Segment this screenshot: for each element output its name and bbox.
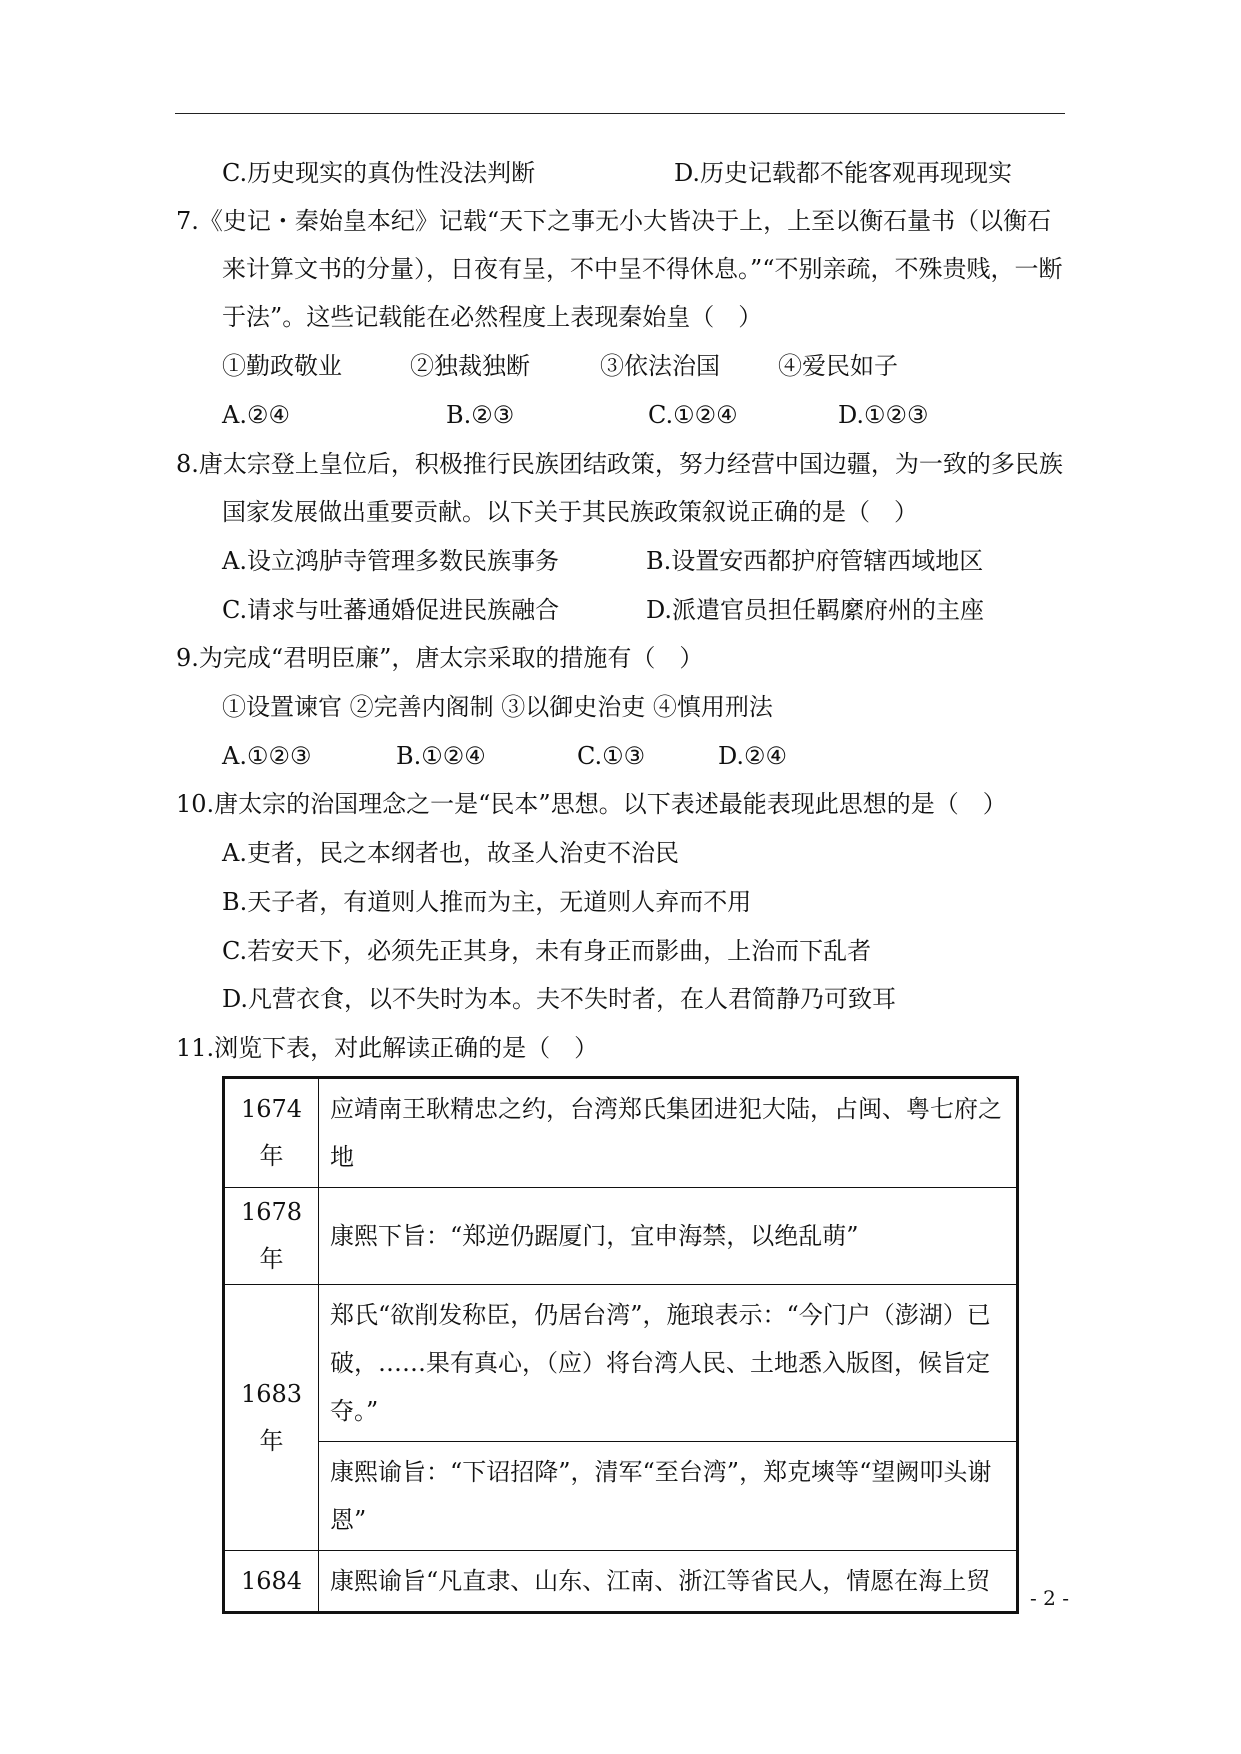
q10-option-a: A.吏者，民之本纲者也，故圣人治吏不治民 (222, 839, 679, 867)
q7-stem-line: 于法”。这些记载能在必然程度上表现秦始皇（ ） (222, 303, 763, 331)
event-cell: 康熙下旨：“郑逆仍踞厦门，宜申海禁，以绝乱萌” (319, 1188, 1018, 1285)
q8-stem-line: 8.唐太宗登上皇位后，积极推行民族团结政策，努力经营中国边疆，为一致的多民族 (176, 450, 1063, 478)
table-row (224, 1442, 1018, 1551)
table-row (224, 1078, 1018, 1188)
q9-option-d: D.②④ (718, 742, 788, 770)
history-table (222, 1076, 1019, 1614)
q10-option-c: C.若安天下，必须先正其身，未有身正而影曲，上治而下乱者 (222, 937, 872, 965)
q9-option-c: C.①③ (577, 742, 646, 770)
q9-items: ①设置谏官 ②完善内阁制 ③以御史治吏 ④慎用刑法 (222, 693, 773, 721)
table-row (224, 1551, 1018, 1613)
table-row (224, 1188, 1018, 1285)
q7-item: ①勤政敬业 (222, 352, 342, 380)
q6-option-c: C.历史现实的真伪性没法判断 (222, 159, 536, 187)
q6-option-d: D.历史记载都不能客观再现现实 (674, 159, 1013, 187)
q10-stem: 10.唐太宗的治国理念之一是“民本”思想。以下表述最能表现此思想的是（ ） (176, 790, 1007, 818)
event-cell: 郑氏“欲削发称臣，仍居台湾”，施琅表示：“今门户（澎湖）已破，……果有真心，（应）将台湾人民、土地悉入版图，候旨定夺。” (319, 1285, 1018, 1442)
q7-item: ②独裁独断 (410, 352, 530, 380)
q7-stem-line: 来计算文书的分量），日夜有呈，不中呈不得休息。”“不别亲疏，不殊贵贱，一断 (222, 255, 1063, 283)
header-rule (175, 113, 1065, 114)
q7-item: ④爱民如子 (778, 352, 898, 380)
event-cell: 康熙谕旨：“下诏招降”，清军“至台湾”，郑克塽等“望阙叩头谢恩” (319, 1442, 1018, 1551)
q7-option-b: B.②③ (446, 401, 515, 429)
q9-option-a: A.①②③ (222, 742, 312, 770)
q7-item: ③依法治国 (600, 352, 720, 380)
page-number: - 2 - (1030, 1586, 1069, 1610)
q9-stem: 9.为完成“君明臣廉”，唐太宗采取的措施有（ ） (176, 644, 704, 672)
event-cell: 应靖南王耿精忠之约，台湾郑氏集团进犯大陆，占闽、粤七府之地 (319, 1078, 1018, 1188)
event-cell: 康熙谕旨“凡直隶、山东、江南、浙江等省民人，情愿在海上贸 (319, 1551, 1018, 1613)
year-cell: 1683 年 (224, 1285, 319, 1551)
q10-option-b: B.天子者，有道则人推而为主，无道则人弃而不用 (222, 888, 752, 916)
q8-option-b: B.设置安西都护府管辖西域地区 (646, 547, 984, 575)
q7-option-a: A.②④ (222, 401, 290, 429)
table-row (224, 1285, 1018, 1442)
q8-option-d: D.派遣官员担任羁縻府州的主座 (646, 596, 985, 624)
year-cell: 1674 年 (224, 1078, 319, 1188)
q7-option-d: D.①②③ (838, 401, 929, 429)
q7-option-c: C.①②④ (648, 401, 738, 429)
q8-option-a: A.设立鸿胪寺管理多数民族事务 (222, 547, 559, 575)
year-cell: 1678 年 (224, 1188, 319, 1285)
year-cell: 1684 (224, 1551, 319, 1613)
q8-stem-line: 国家发展做出重要贡献。以下关于其民族政策叙说正确的是（ ） (222, 498, 918, 526)
q9-option-b: B.①②④ (396, 742, 486, 770)
q11-stem: 11.浏览下表，对此解读正确的是（ ） (176, 1034, 599, 1062)
q8-option-c: C.请求与吐蕃通婚促进民族融合 (222, 596, 560, 624)
q10-option-d: D.凡营衣食，以不失时为本。夫不失时者，在人君简静乃可致耳 (222, 985, 897, 1013)
q7-stem-line: 7.《史记・秦始皇本纪》记载“天下之事无小大皆决于上，上至以衡石量书（以衡石 (176, 207, 1052, 235)
